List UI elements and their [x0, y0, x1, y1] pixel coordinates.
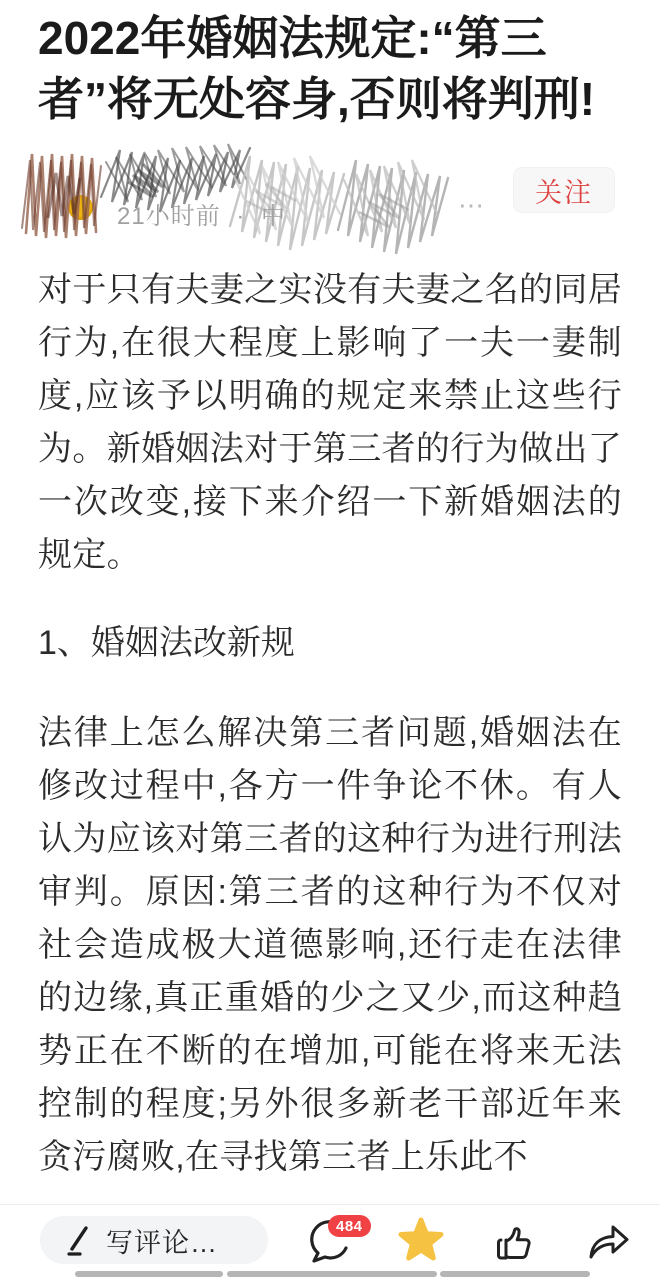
bottom-redaction-bar — [227, 1271, 437, 1277]
bottom-bar — [0, 1204, 660, 1280]
meta-separator: · — [236, 203, 246, 230]
paragraph: 法律上怎么解决第三者问题,婚姻法在修改过程中,各方一件争论不休。有人认为应该对第三者的这种行为进行刑法审判。原因:第三者的这种行为不仅对社会造成极大道德影响,还行走在法律的边缘,真正重婚的少之又少,而这种趋势正在不断的在增加,可能在将来无法控制的程度;另外很多新老干部近年来贪污腐败,在寻找第三者上乐此不 — [38, 714, 622, 1176]
author-meta — [117, 196, 286, 231]
section-heading: 1、婚姻法改新规 — [38, 624, 295, 662]
bottom-redaction-bar — [75, 1271, 223, 1277]
thumbs-up-icon[interactable] — [492, 1218, 538, 1264]
source-partial: 中 — [261, 203, 287, 230]
comment-input-label: 写评论… — [106, 1227, 218, 1258]
share-icon[interactable] — [584, 1218, 630, 1264]
paragraph: 对于只有夫妻之实没有夫妻之名的同居行为,在很大程度上影响了一夫一妻制度,应该予以明确的规定来禁止这些行为。新婚姻法对于第三者的行为做出了一次改变,接下来介绍一下新婚姻法的规定。 — [38, 271, 622, 574]
comment-input[interactable] — [40, 1216, 268, 1264]
follow-button[interactable]: 关注 — [513, 167, 615, 213]
timestamp: 21小时前 — [117, 203, 221, 230]
meta-truncation: ⋯ — [458, 190, 486, 220]
author-row — [0, 140, 660, 270]
comment-count-badge: 484 — [328, 1215, 371, 1237]
article-body — [38, 264, 622, 1190]
star-icon[interactable] — [398, 1217, 444, 1263]
page-title: 2022年婚姻法规定:“第三者”将无处容身,否则将判刑! — [38, 12, 596, 125]
bottom-redaction-bar — [440, 1271, 590, 1277]
pen-icon — [62, 1223, 92, 1257]
verified-badge-icon — [68, 195, 93, 220]
meta-redaction-scribble-right — [334, 152, 452, 260]
